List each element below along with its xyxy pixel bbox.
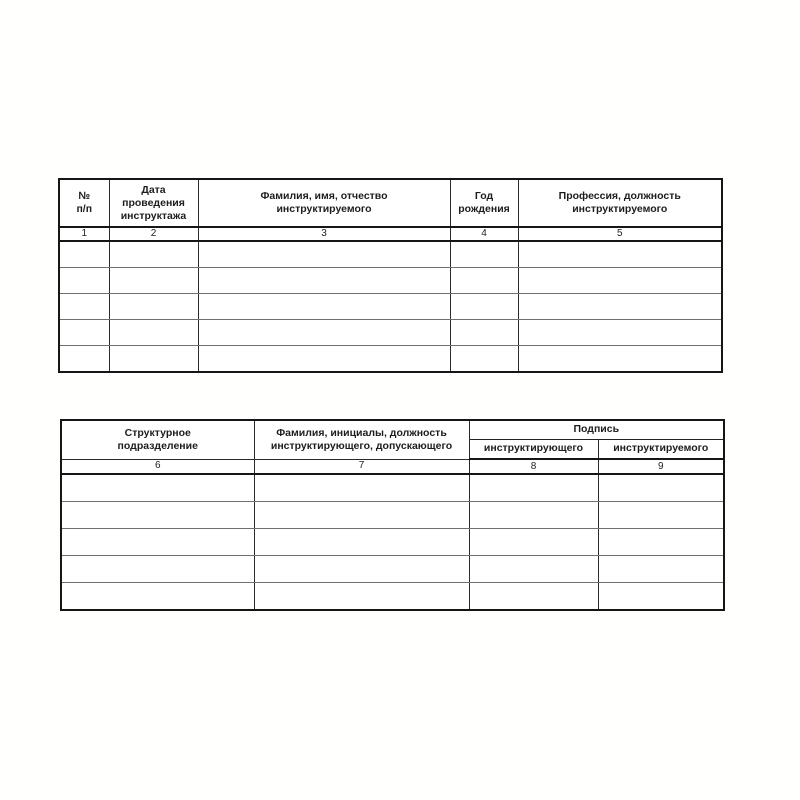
- col-header-structural-unit: Структурное подразделение: [61, 420, 254, 459]
- column-number-cell: 1: [59, 227, 109, 241]
- col-header-instructee-signature: инструктируемого: [598, 439, 724, 459]
- table1-column-number-row: [59, 227, 722, 241]
- empty-cell: [518, 241, 722, 268]
- column-number-cell: 8: [469, 459, 598, 474]
- empty-cell: [61, 529, 254, 556]
- empty-cell: [598, 474, 724, 502]
- table2-empty-entry-row: [61, 529, 724, 556]
- empty-cell: [598, 583, 724, 611]
- col-header-instructor-name-position: Фамилия, инициалы, должность инструктирующего, допускающего: [254, 420, 469, 459]
- column-number-cell: 7: [254, 459, 469, 474]
- empty-cell: [254, 583, 469, 611]
- empty-cell: [469, 529, 598, 556]
- empty-cell: [469, 474, 598, 502]
- table1-empty-entry-row: [59, 346, 722, 373]
- empty-cell: [198, 268, 450, 294]
- empty-cell: [450, 268, 518, 294]
- empty-cell: [61, 556, 254, 583]
- table1-empty-entry-row: [59, 320, 722, 346]
- briefing-log-table-part2: [60, 419, 725, 611]
- empty-cell: [469, 583, 598, 611]
- table1-empty-entry-row: [59, 241, 722, 268]
- empty-cell: [598, 502, 724, 529]
- empty-cell: [254, 502, 469, 529]
- empty-cell: [109, 294, 198, 320]
- empty-cell: [518, 320, 722, 346]
- column-number-cell: 6: [61, 459, 254, 474]
- empty-cell: [598, 529, 724, 556]
- empty-cell: [59, 346, 109, 373]
- empty-cell: [59, 294, 109, 320]
- col-header-signature-group: Подпись: [469, 420, 724, 439]
- empty-cell: [59, 320, 109, 346]
- empty-cell: [518, 346, 722, 373]
- column-number-cell: 5: [518, 227, 722, 241]
- table2-header-row-top: [61, 420, 724, 439]
- table2-empty-entry-row: [61, 556, 724, 583]
- col-header-instructee-profession: Профессия, должность инструктируемого: [518, 179, 722, 227]
- column-number-cell: 4: [450, 227, 518, 241]
- empty-cell: [198, 346, 450, 373]
- table2-empty-entry-row: [61, 583, 724, 611]
- empty-cell: [61, 502, 254, 529]
- empty-cell: [61, 583, 254, 611]
- col-header-birth-year: Год рождения: [450, 179, 518, 227]
- empty-cell: [59, 241, 109, 268]
- table2-empty-entry-row: [61, 474, 724, 502]
- col-header-briefing-date: Дата проведения инструктажа: [109, 179, 198, 227]
- empty-cell: [254, 474, 469, 502]
- empty-cell: [518, 268, 722, 294]
- briefing-log-table-part1: [58, 178, 723, 373]
- empty-cell: [198, 320, 450, 346]
- empty-cell: [109, 241, 198, 268]
- empty-cell: [254, 556, 469, 583]
- col-header-instructor-signature: инструктирующего: [469, 439, 598, 459]
- empty-cell: [254, 529, 469, 556]
- empty-cell: [450, 294, 518, 320]
- column-number-cell: 3: [198, 227, 450, 241]
- empty-cell: [450, 346, 518, 373]
- empty-cell: [61, 474, 254, 502]
- empty-cell: [198, 241, 450, 268]
- empty-cell: [598, 556, 724, 583]
- empty-cell: [469, 556, 598, 583]
- column-number-cell: 2: [109, 227, 198, 241]
- table1-empty-entry-row: [59, 268, 722, 294]
- empty-cell: [109, 346, 198, 373]
- table1-header-row: [59, 179, 722, 227]
- empty-cell: [469, 502, 598, 529]
- table2-column-number-row: [61, 459, 724, 474]
- column-number-cell: 9: [598, 459, 724, 474]
- empty-cell: [450, 241, 518, 268]
- empty-cell: [109, 320, 198, 346]
- empty-cell: [450, 320, 518, 346]
- table1-empty-entry-row: [59, 294, 722, 320]
- empty-cell: [59, 268, 109, 294]
- empty-cell: [518, 294, 722, 320]
- col-header-row-number: № п/п: [59, 179, 109, 227]
- col-header-instructee-full-name: Фамилия, имя, отчество инструктируемого: [198, 179, 450, 227]
- empty-cell: [109, 268, 198, 294]
- empty-cell: [198, 294, 450, 320]
- table2-empty-entry-row: [61, 502, 724, 529]
